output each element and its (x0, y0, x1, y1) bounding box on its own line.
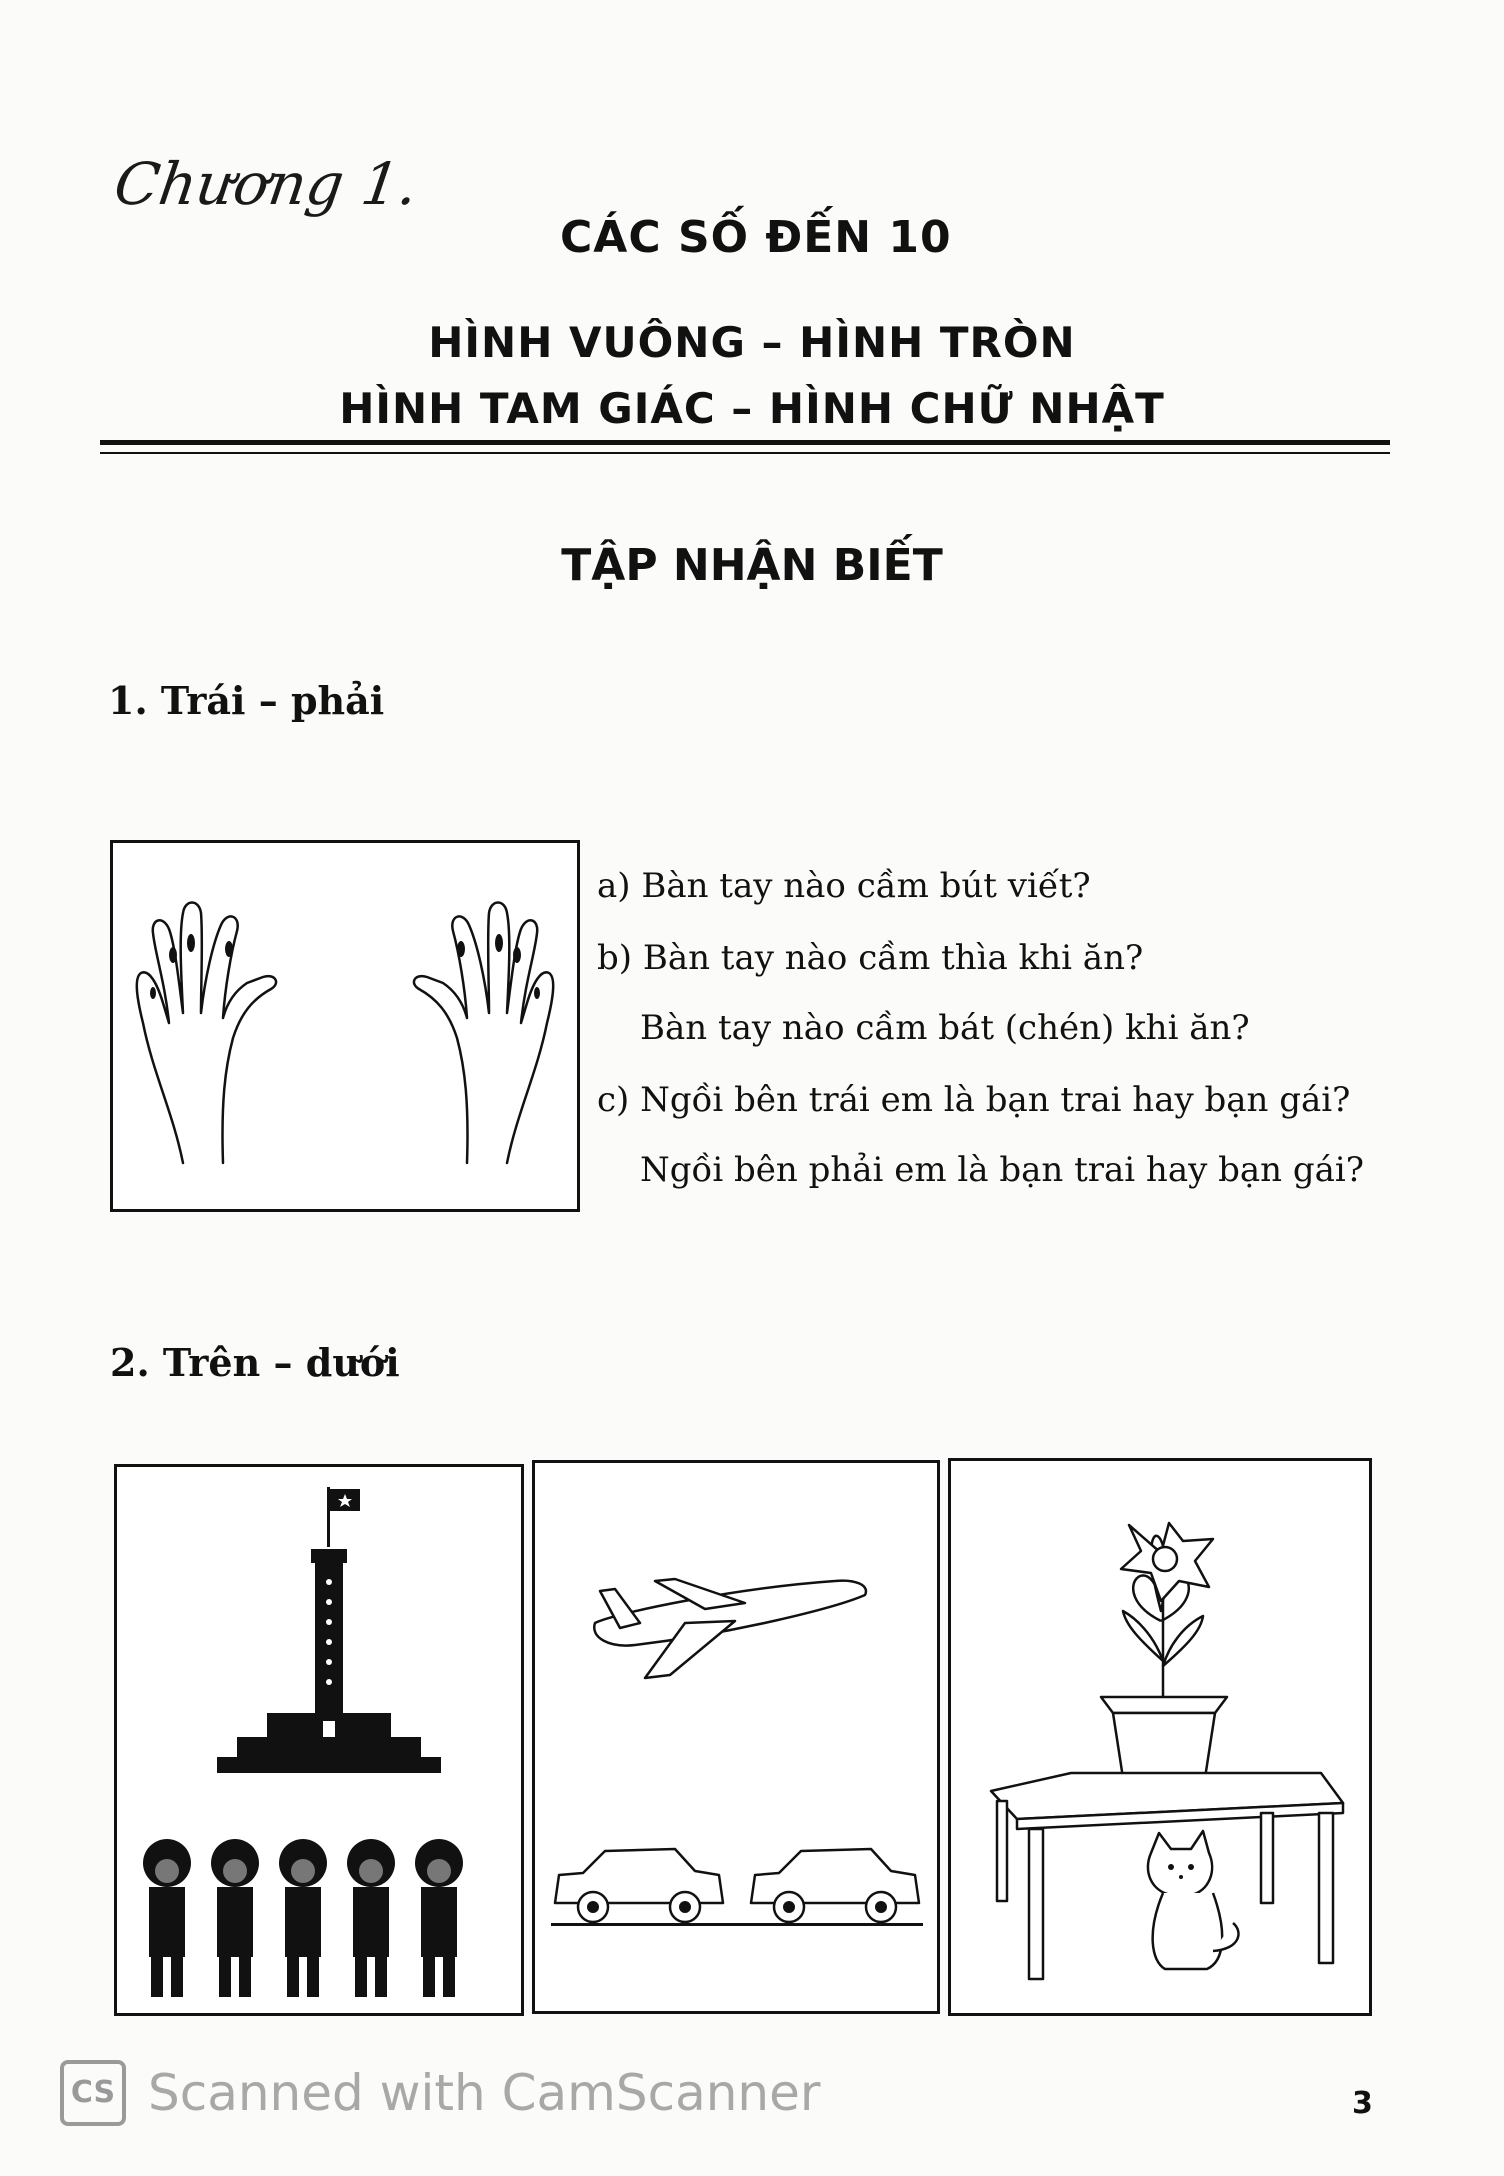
camscanner-watermark: Scanned with CamScanner (148, 2064, 821, 2122)
question-a: a) Bàn tay nào cầm bút viết? (597, 866, 1091, 906)
camscanner-logo: CS (60, 2060, 126, 2126)
flag-tower-illustration (117, 1467, 521, 2013)
question-c: c) Ngồi bên trái em là bạn trai hay bạn gái? (597, 1080, 1351, 1120)
flower-icon (1121, 1523, 1213, 1697)
part2-heading: 2. Trên – dưới (110, 1340, 400, 1385)
tower-icon (315, 1563, 343, 1713)
page-number: 3 (1352, 2086, 1373, 2121)
table-flower-cat-illustration (951, 1461, 1369, 2013)
section-title: TẬP NHẬN BIẾT (561, 540, 943, 591)
car-icon (555, 1849, 919, 1922)
cat-icon (1148, 1831, 1239, 1969)
hands-illustration (113, 843, 577, 1209)
chapter-title: CÁC SỐ ĐẾN 10 (560, 212, 952, 263)
question-c-followup: Ngồi bên phải em là bạn trai hay bạn gái? (640, 1150, 1364, 1190)
flag-tower-panel (114, 1464, 524, 2016)
chapter-label: Chương 1. (110, 150, 423, 218)
hands-illustration-frame (110, 840, 580, 1212)
airplane-icon (594, 1579, 866, 1678)
part1-heading: 1. Trái – phải (108, 678, 385, 723)
header-divider-thick (100, 440, 1390, 445)
chapter-subtitle-line2: HÌNH TAM GIÁC – HÌNH CHỮ NHẬT (339, 384, 1165, 433)
airplane-cars-illustration (535, 1463, 937, 2011)
flower-pot-icon (1101, 1697, 1227, 1713)
right-hand-icon (414, 903, 553, 1164)
left-hand-icon (137, 903, 276, 1164)
soldiers-icon (143, 1839, 463, 1997)
question-b-followup: Bàn tay nào cầm bát (chén) khi ăn? (640, 1008, 1250, 1048)
table-flower-cat-panel (948, 1458, 1372, 2016)
header-divider-thin (100, 452, 1390, 454)
chapter-subtitle-line1: HÌNH VUÔNG – HÌNH TRÒN (428, 318, 1076, 367)
question-b: b) Bàn tay nào cầm thìa khi ăn? (597, 938, 1144, 978)
airplane-cars-panel (532, 1460, 940, 2014)
